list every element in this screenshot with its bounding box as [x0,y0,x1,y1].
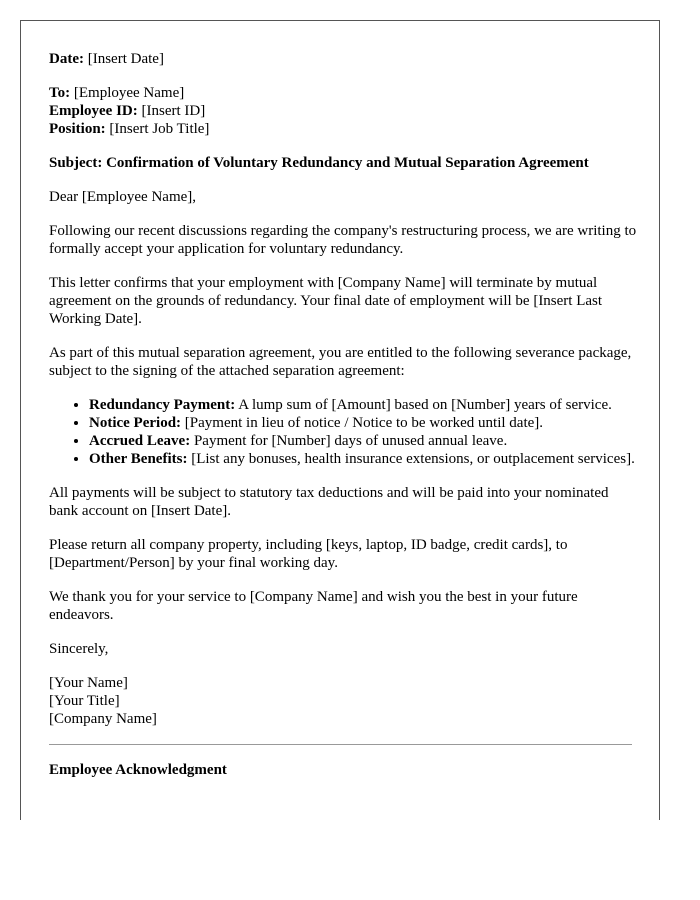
paragraph-restructuring: Following our recent discussions regarding the company's restructuring process, we are writing to formally accept your application for voluntary redundancy. [49,223,637,257]
signature-block [49,674,639,728]
closing: Sincerely, [49,641,109,657]
paragraph-severance-intro: As part of this mutual separation agreement, you are entitled to the following severance package, subject to the signing of the attached separation agreement: [49,345,632,379]
paragraph-thanks: We thank you for your service to [Company Name] and wish you the best in your future endeavors. [49,589,578,623]
letter-page [20,20,660,820]
to-label: To: [49,85,71,101]
recipient-block [49,84,639,138]
acknowledgment-heading [49,761,639,779]
list-item [89,450,639,468]
signature-company: [Company Name] [49,711,157,727]
date-value: [Insert Date] [83,51,164,67]
position-value: [Insert Job Title] [105,121,210,137]
to-value: [Employee Name] [70,85,185,101]
benefit-label: Redundancy Payment: [89,397,236,413]
paragraph-payments: All payments will be subject to statutory tax deductions and will be paid into your nominated bank account on [Insert Date]. [49,485,609,519]
subject-line [49,154,639,172]
salutation: Dear [Employee Name], [49,189,197,205]
employee-id-value: [Insert ID] [137,103,206,119]
date-line [49,50,639,68]
benefit-text: A lump sum of [Amount] based on [Number] years of service. [235,397,612,413]
paragraph-company-property: Please return all company property, including [keys, laptop, ID badge, credit cards], to [Department/Person] by your final working day. [49,537,568,571]
severance-list [49,396,639,468]
list-item [89,432,639,450]
benefit-text: Payment for [Number] days of unused annual leave. [190,433,508,449]
list-item [89,414,639,432]
letter-content [49,50,639,795]
benefit-label: Accrued Leave: [89,433,191,449]
employee-id-label: Employee ID: [49,103,138,119]
signature-name: [Your Name] [49,675,128,691]
paragraph-termination: This letter confirms that your employment with [Company Name] will terminate by mutual agreement on the grounds of redundancy. Your final date of employment will be [Insert Last Working Date]. [49,275,603,327]
list-item [89,396,639,414]
position-line [49,120,639,138]
benefit-text: [Payment in lieu of notice / Notice to be worked until date]. [181,415,544,431]
date-label: Date: [49,51,84,67]
section-divider [49,744,632,745]
position-label: Position: [49,121,106,137]
signature-title: [Your Title] [49,693,120,709]
benefit-label: Other Benefits: [89,451,188,467]
subject-text: Subject: Confirmation of Voluntary Redundancy and Mutual Separation Agreement [49,155,589,171]
benefit-label: Notice Period: [89,415,182,431]
benefit-text: [List any bonuses, health insurance extensions, or outplacement services]. [187,451,635,467]
employee-id-line [49,102,639,120]
to-line [49,84,639,102]
acknowledgment-heading-text: Employee Acknowledgment [49,762,227,778]
